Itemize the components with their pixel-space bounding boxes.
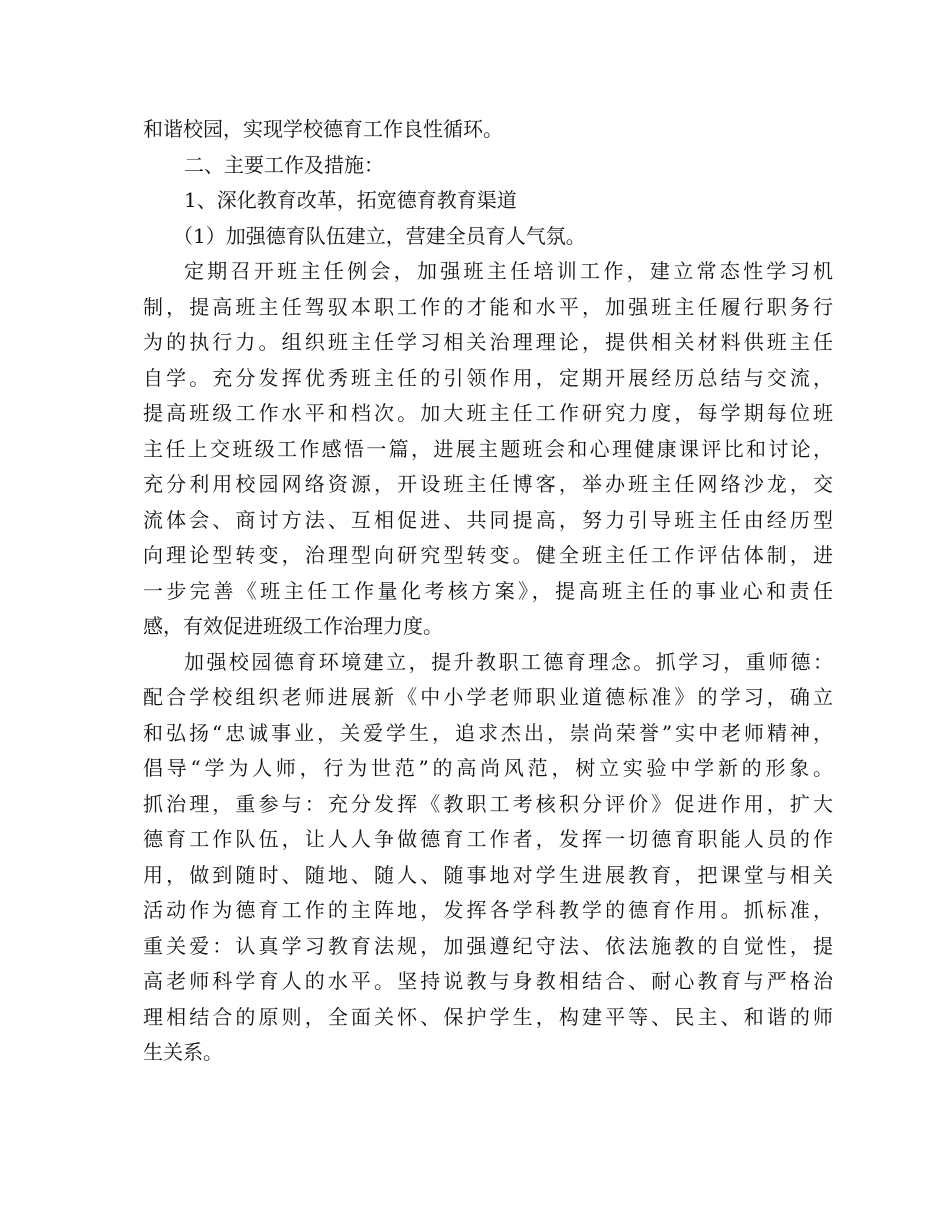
paragraph-line: 和弘扬“忠诚事业，关爱学生，追求杰出，崇尚荣誉”实中老师精神， [143, 720, 833, 745]
paragraph-line: 加强校园德育环境建立，提升教职工德育理念。抓学习，重师德： [184, 649, 833, 674]
paragraph-line: 制，提高班主任驾驭本职工作的才能和水平，加强班主任履行职务行 [143, 294, 833, 319]
paragraph-line: 用，做到随时、随地、随人、随事地对学生进展教育，把课堂与相关 [143, 862, 833, 887]
section-heading: 二、主要工作及措施： [184, 152, 384, 177]
paragraph-line: 向理论型转变，治理型向研究型转变。健全班主任工作评估体制，进 [143, 543, 833, 567]
paragraph-line: 和谐校园，实现学校德育工作良性循环。 [143, 117, 503, 141]
paragraph-line: 感，有效促进班级工作治理力度。 [143, 614, 443, 638]
subsection-heading: 1、深化教育改革，拓宽德育教育渠道 [184, 188, 517, 212]
paragraph-line: 理相结合的原则，全面关怀、保护学生，构建平等、民主、和谐的师 [143, 1004, 833, 1029]
paragraph-line: 主任上交班级工作感悟一篇，进展主题班会和心理健康课评比和讨论， [143, 436, 833, 461]
paragraph-line: 一步完善《班主任工作量化考核方案》，提高班主任的事业心和责任 [143, 578, 833, 603]
paragraph-line: 流体会、商讨方法、互相促进、共同提高，努力引导班主任由经历型 [143, 507, 833, 532]
paragraph-line: 重关爱：认真学习教育法规，加强遵纪守法、依法施教的自觉性，提 [143, 933, 833, 958]
paragraph-line: 抓治理，重参与：充分发挥《教职工考核积分评价》促进作用，扩大 [143, 791, 833, 816]
document-body [143, 112, 833, 1071]
paragraph-line: 充分利用校园网络资源，开设班主任博客，举办班主任网络沙龙，交 [143, 472, 833, 496]
paragraph-line: 配合学校组织老师进展新《中小学老师职业道德标准》的学习，确立 [143, 685, 833, 709]
paragraph-line: 高老师科学育人的水平。坚持说教与身教相结合、耐心教育与严格治 [143, 969, 833, 993]
paragraph-line: 倡导“学为人师，行为世范”的高尚风范，树立实验中学新的形象。 [143, 756, 833, 780]
item-heading: （1）加强德育队伍建立，营建全员育人气氛。 [173, 223, 586, 248]
paragraph-line: 生关系。 [143, 1040, 223, 1064]
paragraph-line: 活动作为德育工作的主阵地，发挥各学科教学的德育作用。抓标准， [143, 898, 833, 922]
paragraph-line: 为的执行力。组织班主任学习相关治理理论，提供相关材料供班主任 [143, 330, 833, 354]
paragraph-line: 提高班级工作水平和档次。加大班主任工作研究力度，每学期每位班 [143, 401, 833, 425]
paragraph-line: 自学。充分发挥优秀班主任的引领作用，定期开展经历总结与交流， [143, 365, 833, 390]
paragraph-line: 德育工作队伍，让人人争做德育工作者，发挥一切德育职能人员的作 [143, 827, 833, 851]
paragraph-line: 定期召开班主任例会，加强班主任培训工作，建立常态性学习机 [184, 259, 833, 283]
